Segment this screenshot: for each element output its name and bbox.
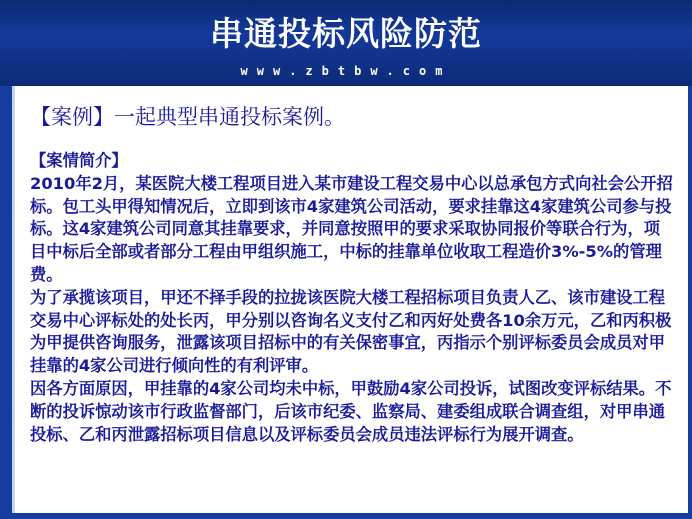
summary-paragraph-1: 2010年2月，某医院大楼工程项目进入某市建设工程交易中心以总承包方式向社会公开招标。包工头甲得知情况后，立即到该市4家建筑公司活动，要求挂靠这4家建筑公司参与投标。这4家建筑公司同意其挂靠要求，并同意按照甲的要求采取协同报价等联合行为，项目中标后全部或者部分工程由甲组织施工，中标的挂靠单位收取工程造价3%-5%的管理费。 <box>30 173 673 284</box>
right-border-bar <box>688 86 692 519</box>
left-border-highlight <box>12 86 15 519</box>
page-title: 串通投标风险防范 <box>210 14 482 53</box>
case-summary <box>30 150 674 446</box>
bottom-border-bar <box>0 513 692 519</box>
left-border-bar <box>0 86 12 519</box>
case-heading: 【案例】一起典型串通投标案例。 <box>30 105 345 129</box>
summary-label: 【案情简介】 <box>30 151 128 170</box>
summary-paragraph-2: 为了承揽该项目，甲还不择手段的拉拢该医院大楼工程招标项目负责人乙、该市建设工程交易中心评标处的处长丙，甲分别以咨询名义支付乙和丙好处费各10余万元，乙和丙积极为甲提供咨询服务，泄露该项目招标中的有关保密事宜，丙指示个别评标委员会成员对甲挂靠的4家公司进行倾向性的有利评审。 <box>30 287 672 376</box>
summary-paragraph-3: 因各方面原因，甲挂靠的4家公司均未中标，甲鼓励4家公司投诉，试图改变评标结果。不断的投诉惊动该市行政监督部门，后该市纪委、监察局、建委组成联合调查组，对甲串通投标、乙和丙泄露招标项目信息以及评标委员会成员违法评标行为展开调查。 <box>30 378 672 444</box>
header-banner <box>0 0 692 86</box>
site-url: www.zbtbw.com <box>240 64 452 78</box>
